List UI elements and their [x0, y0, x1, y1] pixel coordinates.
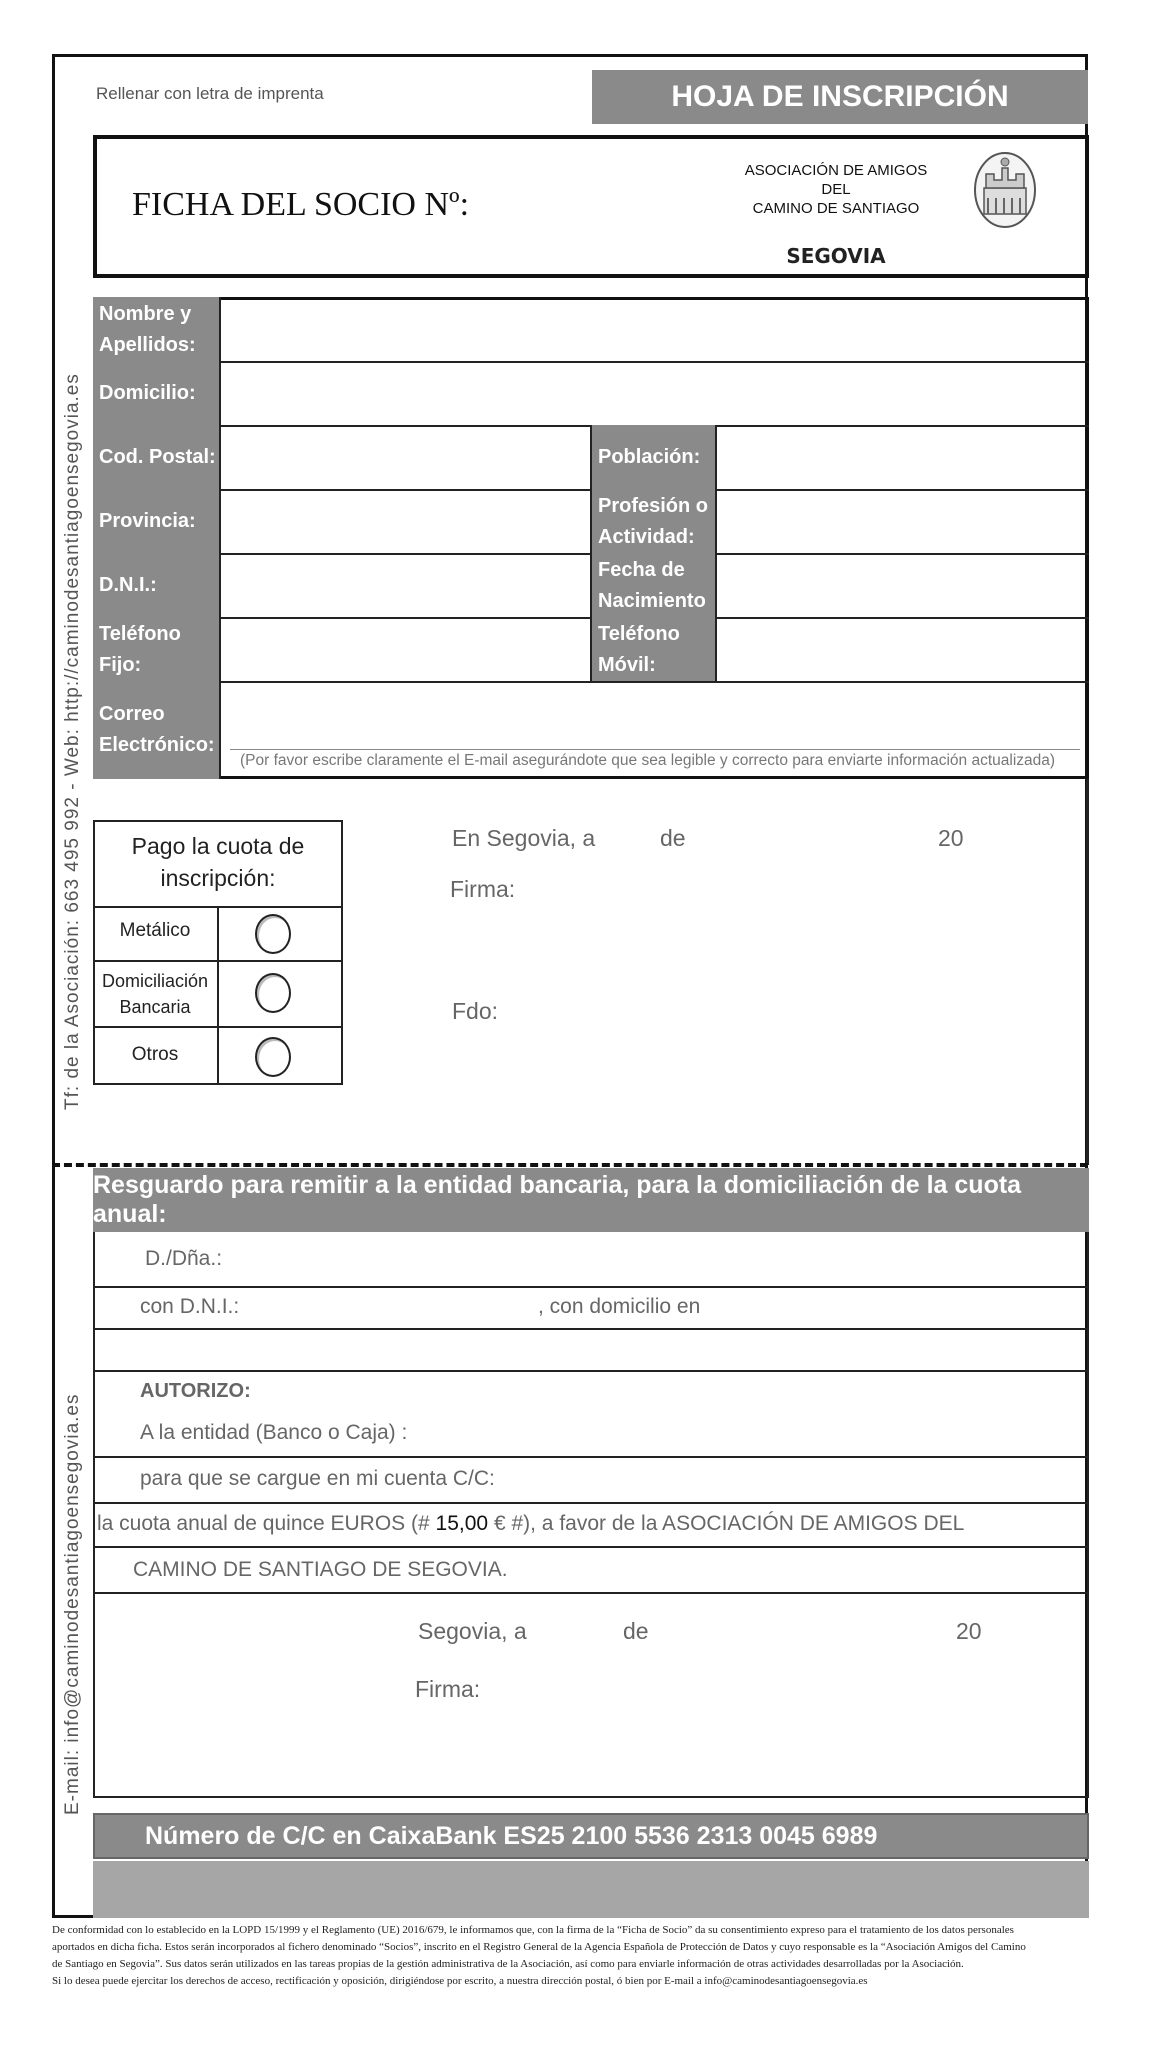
- payment-title: [93, 830, 343, 894]
- sidebar-email-text: E-mail: info@caminodesantiagoensegovia.es: [62, 1393, 83, 1815]
- bank-domicilio-label: , con domicilio en: [538, 1295, 701, 1318]
- bank-signature-year: 20: [956, 1618, 982, 1644]
- label-telefono-fijo-line2: Fijo:: [99, 654, 142, 676]
- bank-row-divider: [93, 1286, 1089, 1288]
- label-cod-postal: Cod. Postal:: [93, 425, 219, 489]
- payment-column-divider: [217, 906, 219, 1085]
- label-nombre-line2: Apellidos:: [99, 334, 196, 356]
- account-banner-lower: [93, 1861, 1089, 1918]
- label-nombre-line1: Nombre y: [99, 303, 192, 325]
- label-fecha-line1: Fecha de: [598, 559, 685, 581]
- option-otros-label: Otros: [131, 1044, 179, 1065]
- bank-dni-input[interactable]: [240, 1290, 530, 1326]
- association-city: SEGOVIA: [786, 244, 886, 268]
- bank-cuota-part1: la cuota anual de quince EUROS (#: [97, 1512, 430, 1535]
- member-card-title: FICHA DEL SOCIO Nº:: [132, 186, 470, 223]
- bank-entidad-input[interactable]: [395, 1414, 1085, 1454]
- association-line-2: DEL: [821, 181, 851, 198]
- bank-signature-place: Segovia, a: [418, 1618, 527, 1644]
- bank-domicilio-continued-input[interactable]: [95, 1332, 1085, 1368]
- label-profesion-line2: Actividad:: [598, 526, 695, 548]
- label-poblacion: Población:: [592, 425, 716, 489]
- signature-year: 20: [938, 825, 964, 851]
- legal-line-3: de Santiago en Segovia”. Sus datos serán utilizados en las tareas propias de la gestión administrativa de la Asociación, así como para enviarle información de otras actividades desarrolladas por la Asociación.: [52, 1958, 964, 1970]
- payment-title-line2: inscripción:: [160, 865, 276, 891]
- legal-line-2: aportados en dicha ficha. Estos serán incorporados al fichero denominado “Socios”, inscrito en el Registro General de la Agencia Española de Protección de Datos y cuyo responsable es la “Asociación Amigos del Camino: [52, 1941, 1026, 1953]
- label-telefono-fijo: [93, 617, 219, 681]
- provincia-input[interactable]: [221, 491, 590, 553]
- label-fecha-line2: Nacimiento: [598, 590, 706, 612]
- payment-title-line1: Pago la cuota de: [131, 833, 305, 859]
- bank-dona-label: D./Dña.:: [145, 1247, 223, 1270]
- label-provincia: Provincia:: [93, 489, 219, 553]
- cut-line: [52, 1163, 1088, 1167]
- label-fecha-nacimiento: [592, 553, 716, 617]
- label-telefono-fijo-line1: Teléfono: [99, 623, 181, 645]
- bank-row-divider: [93, 1370, 1089, 1372]
- frame-right-edge: [1086, 779, 1089, 1165]
- telefono-fijo-input[interactable]: [221, 619, 590, 681]
- radio-domiciliacion[interactable]: [255, 973, 291, 1013]
- bank-signature-area[interactable]: [500, 1660, 1080, 1790]
- label-dni: D.N.I.:: [93, 553, 219, 617]
- label-correo: [93, 681, 219, 779]
- label-telefono-movil-line2: Móvil:: [598, 654, 656, 676]
- legal-line-1: De conformidad con lo establecido en la LOPD 15/1999 y el Reglamento (UE) 2016/679, le informamos que, con la firma de la “Ficha de Socio” da su consentimiento expreso para el tratamiento de los datos personales: [52, 1924, 1014, 1936]
- label-correo-line1: Correo: [99, 703, 165, 725]
- correo-input[interactable]: [221, 683, 1087, 747]
- profesion-input[interactable]: [717, 491, 1087, 553]
- bank-signature-de: de: [623, 1618, 649, 1644]
- radio-otros[interactable]: [255, 1037, 291, 1077]
- bank-signature-firma: Firma:: [415, 1676, 481, 1702]
- bank-dona-input[interactable]: [240, 1240, 1080, 1282]
- print-note: Rellenar con letra de imprenta: [96, 84, 324, 103]
- legal-line-4: Si lo desea puede ejercitar los derechos de acceso, rectificación y oposición, dirigiéndose por escrito, a nuestra dirección postal, ó bien por E-mail a info@caminodesantiagoensegovia.es: [52, 1975, 868, 1987]
- bank-autorizo: AUTORIZO:: [140, 1380, 251, 1402]
- association-line-1: ASOCIACIÓN DE AMIGOS: [744, 162, 928, 179]
- bank-cuota-part2: € #), a favor de la ASOCIACIÓN DE AMIGOS DEL: [493, 1512, 965, 1535]
- radio-metalico[interactable]: [255, 914, 291, 954]
- bank-domicilio-input[interactable]: [695, 1290, 1085, 1326]
- option-domiciliacion-line1: Domiciliación: [101, 971, 209, 991]
- bank-row-divider: [93, 1456, 1089, 1458]
- signature-fdo: Fdo:: [452, 998, 499, 1024]
- nombre-input[interactable]: [221, 299, 1087, 361]
- label-telefono-movil: [592, 617, 716, 681]
- option-domiciliacion-label: [93, 968, 217, 1020]
- bank-dni-label: con D.N.I.:: [140, 1295, 240, 1318]
- bank-cuota-amount: 15,00: [435, 1512, 489, 1535]
- fecha-nacimiento-input[interactable]: [717, 555, 1087, 617]
- bank-entidad-label: A la entidad (Banco o Caja) :: [140, 1421, 408, 1444]
- sidebar-contact-text: Tf: de la Asociación: 663 495 992 - Web: http://caminodesantiagoensegovia.es: [62, 373, 83, 1110]
- label-nombre: [93, 297, 219, 361]
- bank-cuenta-input[interactable]: [475, 1460, 1085, 1500]
- label-domicilio: Domicilio:: [93, 361, 219, 425]
- bank-cuota-text: [97, 1512, 964, 1536]
- email-underline: [230, 749, 1080, 750]
- association-line-3: CAMINO DE SANTIAGO: [752, 200, 920, 217]
- association-logo-icon: [972, 150, 1038, 230]
- bank-row-divider: [93, 1546, 1089, 1548]
- legal-notice: [52, 1922, 1112, 1990]
- bank-cuenta-label: para que se cargue en mi cuenta C/C:: [140, 1467, 495, 1490]
- cod-postal-input[interactable]: [221, 427, 590, 489]
- bank-row-divider: [93, 1592, 1089, 1594]
- label-profesion: [592, 489, 716, 553]
- poblacion-input[interactable]: [717, 427, 1087, 489]
- signature-firma: Firma:: [450, 876, 516, 902]
- signature-area[interactable]: [530, 870, 1070, 1030]
- form-banner: HOJA DE INSCRIPCIÓN: [592, 70, 1088, 124]
- bank-camino-text: CAMINO DE SANTIAGO DE SEGOVIA.: [133, 1558, 508, 1581]
- account-banner: Número de C/C en CaixaBank ES25 2100 5536 2313 0045 6989: [93, 1813, 1089, 1859]
- association-name: [720, 161, 952, 218]
- bank-banner: Resguardo para remitir a la entidad bancaria, para la domiciliación de la cuota anual:: [93, 1168, 1089, 1232]
- signature-de: de: [660, 825, 686, 851]
- label-profesion-line1: Profesión o: [598, 495, 709, 517]
- label-correo-line2: Electrónico:: [99, 734, 215, 756]
- signature-place: En Segovia, a: [452, 825, 596, 851]
- bank-row-divider: [93, 1502, 1089, 1504]
- domicilio-input[interactable]: [221, 363, 1087, 425]
- telefono-movil-input[interactable]: [717, 619, 1087, 681]
- email-hint: (Por favor escribe claramente el E-mail asegurándote que sea legible y correcto para enviarte información actualizada): [240, 752, 1056, 769]
- option-domiciliacion-line2: Bancaria: [119, 997, 191, 1017]
- bank-row-divider: [93, 1328, 1089, 1330]
- label-telefono-movil-line1: Teléfono: [598, 623, 680, 645]
- column-divider: [590, 425, 592, 681]
- option-metalico-label: Metálico: [119, 920, 191, 941]
- dni-input[interactable]: [221, 555, 590, 617]
